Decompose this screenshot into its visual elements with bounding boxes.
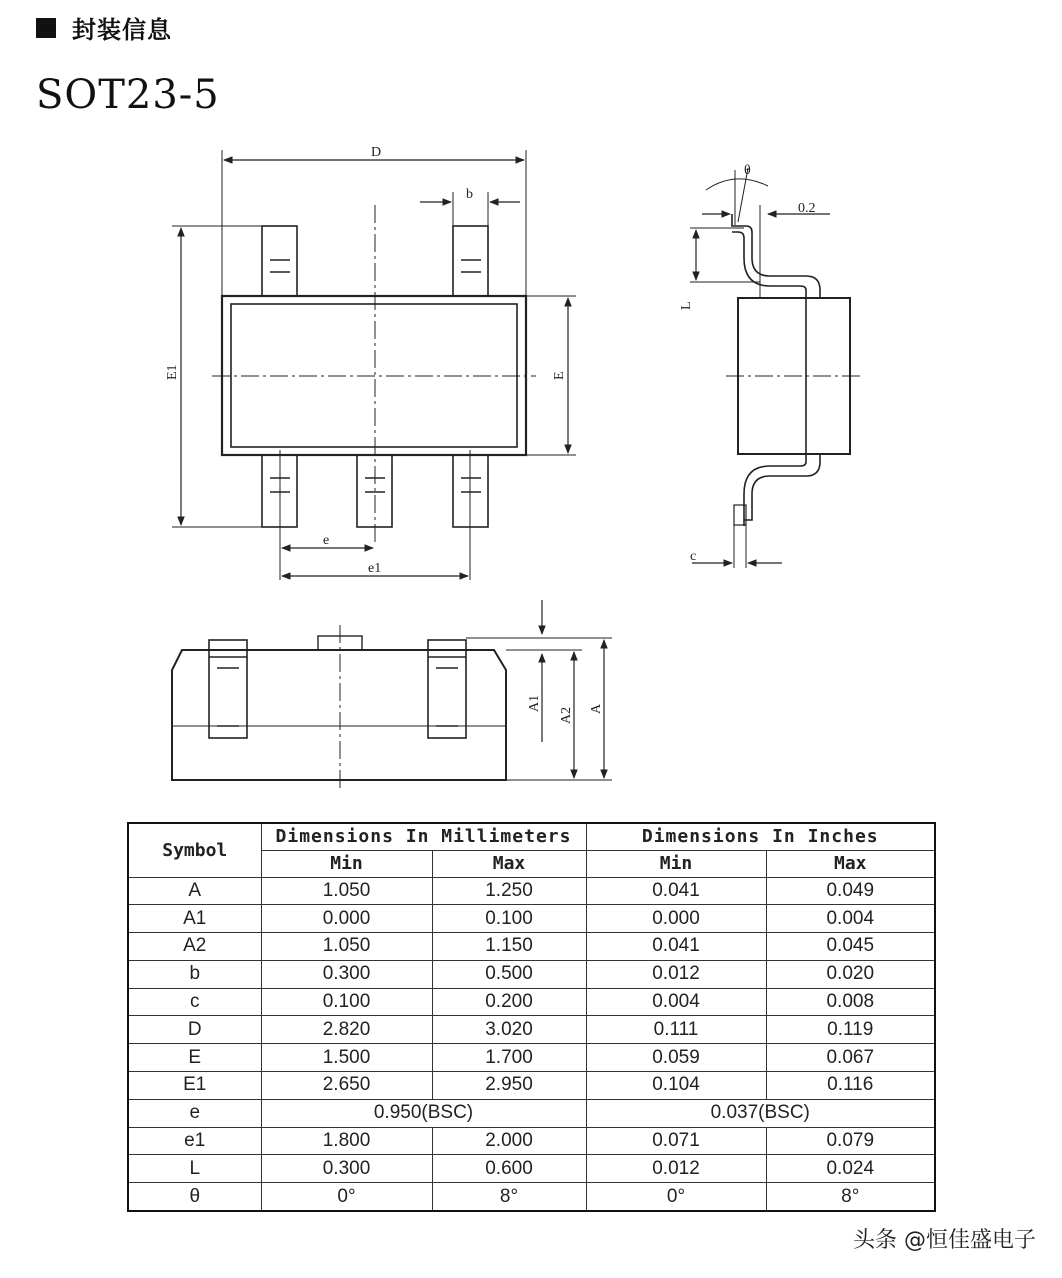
cell-in-min: 0° [586, 1183, 766, 1211]
package-name: SOT23-5 [36, 72, 220, 118]
cell-mm-min: 1.800 [261, 1127, 432, 1155]
cell-mm-max: 0.200 [432, 988, 586, 1016]
cell-in-min: 0.059 [586, 1044, 766, 1072]
label-c: c [690, 549, 697, 564]
table-row [128, 1099, 935, 1127]
cell-in-max: 0.049 [766, 877, 935, 905]
in-min-header: Min [586, 850, 766, 877]
table-row [128, 1183, 935, 1211]
cell-in-max: 8° [766, 1183, 935, 1211]
cell-symbol: A2 [128, 933, 261, 961]
front-lead-right [428, 640, 466, 738]
cell-mm-max: 0.600 [432, 1155, 586, 1183]
cell-symbol: L [128, 1155, 261, 1183]
cell-mm-max: 1.150 [432, 933, 586, 961]
cell-in-min: 0.071 [586, 1127, 766, 1155]
cell-in-min: 0.012 [586, 1155, 766, 1183]
cell-in-max: 0.020 [766, 960, 935, 988]
table-row [128, 933, 935, 961]
symbol-header: Symbol [128, 823, 261, 877]
cell-mm-max: 0.100 [432, 905, 586, 933]
source-watermark: 头条 @恒佳盛电子 [853, 1228, 1036, 1253]
cell-mm-min: 2.650 [261, 1071, 432, 1099]
top-view [172, 150, 576, 580]
pin-top-left [262, 226, 297, 296]
label-L: L [679, 301, 694, 310]
label-E: E [552, 371, 567, 380]
package-body-front [172, 650, 506, 780]
cell-symbol: E1 [128, 1071, 261, 1099]
cell-in-max: 0.024 [766, 1155, 935, 1183]
cell-mm-max: 1.700 [432, 1044, 586, 1072]
mm-header: Dimensions In Millimeters [261, 823, 586, 850]
cell-in-max: 0.116 [766, 1071, 935, 1099]
cell-in-min: 0.111 [586, 1016, 766, 1044]
label-A: A [589, 703, 604, 714]
cell-in-max: 0.067 [766, 1044, 935, 1072]
in-max-header: Max [766, 850, 935, 877]
cell-symbol: E [128, 1044, 261, 1072]
cell-in-max: 0.008 [766, 988, 935, 1016]
label-b: b [466, 187, 473, 202]
label-A2: A2 [559, 706, 574, 724]
mm-min-header: Min [261, 850, 432, 877]
table-row [128, 988, 935, 1016]
table-row [128, 960, 935, 988]
cell-mm-max: 0.500 [432, 960, 586, 988]
cell-in-min: 0.104 [586, 1071, 766, 1099]
cell-mm-max: 8° [432, 1183, 586, 1211]
cell-in-max: 0.119 [766, 1016, 935, 1044]
cell-in-max: 0.079 [766, 1127, 935, 1155]
cell-mm-max: 2.000 [432, 1127, 586, 1155]
label-e1: e1 [368, 561, 382, 576]
dimensions-table [127, 822, 936, 1212]
cell-mm-min: 1.050 [261, 933, 432, 961]
cell-mm-min: 1.050 [261, 877, 432, 905]
cell-mm-min: 1.500 [261, 1044, 432, 1072]
cell-in-min: 0.041 [586, 877, 766, 905]
cell-symbol: D [128, 1016, 261, 1044]
table-row [128, 1016, 935, 1044]
cell-in-max: 0.004 [766, 905, 935, 933]
table-row [128, 877, 935, 905]
label-gauge: 0.2 [798, 201, 816, 216]
cell-mm-min: 2.820 [261, 1016, 432, 1044]
table-row [128, 1071, 935, 1099]
cell-mm-min: 0.300 [261, 960, 432, 988]
cell-mm-max: 3.020 [432, 1016, 586, 1044]
cell-in-min: 0.041 [586, 933, 766, 961]
table-row [128, 905, 935, 933]
table-body [128, 877, 935, 1211]
cell-symbol: A [128, 877, 261, 905]
cell-symbol: e1 [128, 1127, 261, 1155]
front-view [172, 600, 612, 792]
cell-symbol: c [128, 988, 261, 1016]
label-e: e [323, 533, 330, 548]
cell-mm-bsc: 0.950(BSC) [261, 1099, 586, 1127]
cell-in-min: 0.012 [586, 960, 766, 988]
cell-mm-min: 0.100 [261, 988, 432, 1016]
table-row [128, 1127, 935, 1155]
cell-mm-min: 0.300 [261, 1155, 432, 1183]
section-title: 封装信息 [72, 16, 172, 44]
pin-top-right [453, 226, 488, 296]
table-row [128, 1155, 935, 1183]
label-E1: E1 [165, 364, 180, 380]
cell-mm-max: 1.250 [432, 877, 586, 905]
cell-symbol: A1 [128, 905, 261, 933]
cell-symbol: b [128, 960, 261, 988]
inch-header: Dimensions In Inches [586, 823, 935, 850]
cell-in-min: 0.000 [586, 905, 766, 933]
cell-mm-min: 0° [261, 1183, 432, 1211]
cell-symbol: e [128, 1099, 261, 1127]
cell-in-min: 0.004 [586, 988, 766, 1016]
label-D: D [371, 145, 382, 160]
side-view [690, 168, 862, 568]
cell-mm-max: 2.950 [432, 1071, 586, 1099]
cell-in-bsc: 0.037(BSC) [586, 1099, 935, 1127]
cell-symbol: θ [128, 1183, 261, 1211]
table-row [128, 1044, 935, 1072]
label-A1: A1 [527, 694, 542, 712]
cell-in-max: 0.045 [766, 933, 935, 961]
front-lead-left [209, 640, 247, 738]
cell-mm-min: 0.000 [261, 905, 432, 933]
label-theta: θ [744, 163, 751, 178]
mm-max-header: Max [432, 850, 586, 877]
